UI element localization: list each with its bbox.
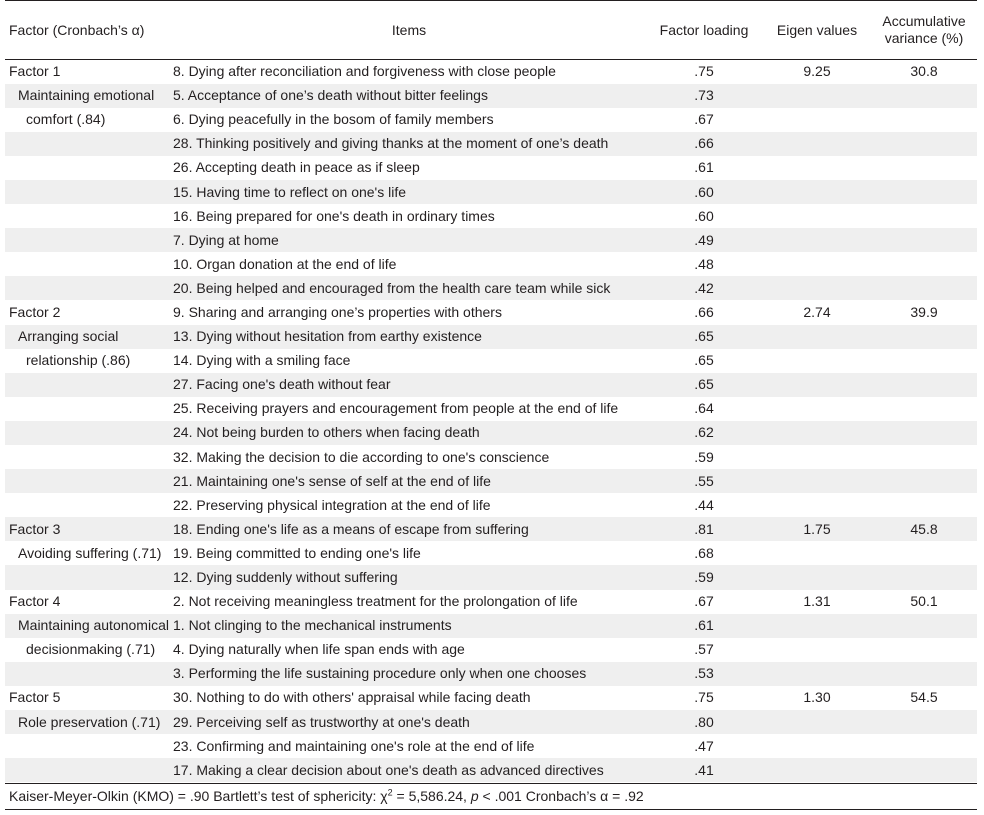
accumulative-variance-cell <box>871 84 977 108</box>
item-cell: 16. Being prepared for one's death in ordinary times <box>173 207 495 224</box>
factor-cell <box>5 228 173 252</box>
eigen-value-cell <box>763 734 871 758</box>
factor-cell: Maintaining emotional <box>5 84 173 108</box>
footnote-chi-superscript: 2 <box>387 787 393 798</box>
table-row <box>5 421 977 445</box>
item-cell: 18. Ending one's life as a means of escape from suffering <box>173 517 645 541</box>
table-row <box>5 469 977 493</box>
table-row <box>5 108 977 132</box>
factor-cell: comfort (.84) <box>26 111 106 128</box>
item-cell: 10. Organ donation at the end of life <box>173 255 397 272</box>
eigen-value-cell <box>763 638 871 662</box>
eigen-value-cell <box>763 373 871 397</box>
factor-loading-cell: .62 <box>645 421 763 445</box>
footnote-chi-value: = 5,586.24, <box>392 788 471 804</box>
factor-cell: Factor 5 <box>9 689 61 706</box>
table-row <box>5 60 977 84</box>
eigen-value-cell <box>763 349 871 373</box>
item-cell: 3. Performing the life sustaining procedure only when one chooses <box>173 662 645 686</box>
eigen-value-cell <box>763 710 871 734</box>
factor-cell: Factor 3 <box>5 517 173 541</box>
accumulative-variance-cell <box>871 132 977 156</box>
factor-loading-cell: .41 <box>645 758 763 782</box>
table-row <box>5 228 977 252</box>
item-cell: 4. Dying naturally when life span ends with age <box>173 641 465 658</box>
accumulative-variance-cell <box>871 252 977 276</box>
eigen-value-cell: 1.31 <box>803 593 831 610</box>
factor-loading-cell: .47 <box>694 737 714 754</box>
factor-cell <box>5 252 173 276</box>
accumulative-variance-cell <box>871 614 977 638</box>
table-row <box>5 758 977 782</box>
factor-cell: Role preservation (.71) <box>5 710 173 734</box>
factor-loading-cell: .44 <box>694 496 714 513</box>
table-row <box>5 84 977 108</box>
item-cell: 8. Dying after reconciliation and forgiveness with close people <box>173 63 556 80</box>
factor-loading-cell: .75 <box>694 63 714 80</box>
factor-loading-cell: .61 <box>694 159 714 176</box>
table-footnote <box>5 783 977 810</box>
item-cell: 32. Making the decision to die according to one's conscience <box>173 448 550 465</box>
accumulative-variance-cell <box>871 397 977 421</box>
eigen-value-cell <box>763 132 871 156</box>
item-cell: 5. Acceptance of one’s death without bitter feelings <box>173 84 645 108</box>
factor-analysis-table <box>5 0 977 782</box>
eigen-value-cell <box>763 108 871 132</box>
factor-loading-cell: .68 <box>694 544 714 561</box>
table-body <box>5 60 977 783</box>
footnote-p-label: p <box>470 788 479 804</box>
table-row <box>5 349 977 373</box>
factor-loading-cell: .65 <box>645 325 763 349</box>
factor-cell: relationship (.86) <box>26 352 131 369</box>
item-cell: 17. Making a clear decision about one's death as advanced directives <box>173 758 645 782</box>
item-cell: 25. Receiving prayers and encouragement from people at the end of life <box>173 400 619 417</box>
accumulative-variance-cell <box>871 541 977 565</box>
footnote-kmo: Kaiser-Meyer-Olkin (KMO) = .90 Bartlett’s test of sphericity: χ <box>9 788 388 804</box>
accumulative-variance-cell <box>871 421 977 445</box>
table-row <box>5 590 977 614</box>
eigen-value-cell <box>763 228 871 252</box>
eigen-value-cell <box>763 758 871 782</box>
item-cell: 1. Not clinging to the mechanical instruments <box>173 614 645 638</box>
factor-loading-cell: .73 <box>645 84 763 108</box>
factor-loading-cell: .48 <box>694 255 714 272</box>
eigen-value-cell <box>763 84 871 108</box>
factor-cell: Factor 4 <box>9 593 61 610</box>
item-cell: 24. Not being burden to others when facing death <box>173 421 645 445</box>
header-eigen-values: Eigen values <box>763 1 871 60</box>
eigen-value-cell <box>763 541 871 565</box>
factor-cell: decisionmaking (.71) <box>26 641 156 658</box>
factor-cell: Factor 2 <box>9 303 61 320</box>
item-cell: 7. Dying at home <box>173 228 645 252</box>
factor-cell <box>5 493 173 517</box>
eigen-value-cell <box>763 469 871 493</box>
accumulative-variance-cell <box>871 349 977 373</box>
table-row <box>5 734 977 758</box>
factor-cell <box>5 156 173 180</box>
accumulative-variance-cell <box>871 373 977 397</box>
accumulative-variance-cell: 54.5 <box>910 689 938 706</box>
factor-loading-cell: .81 <box>645 517 763 541</box>
accumulative-variance-cell <box>871 662 977 686</box>
item-cell: 22. Preserving physical integration at the end of life <box>173 496 491 513</box>
table-row <box>5 710 977 734</box>
factor-cell: Avoiding suffering (.71) <box>18 544 162 561</box>
factor-loading-cell: .80 <box>645 710 763 734</box>
eigen-value-cell: 1.30 <box>803 689 831 706</box>
table-row <box>5 325 977 349</box>
table-row <box>5 252 977 276</box>
item-cell: 21. Maintaining one's sense of self at the end of life <box>173 469 645 493</box>
header-accumulative-variance <box>871 1 977 60</box>
header-factor-loading: Factor loading <box>645 1 763 60</box>
accumulative-variance-cell <box>871 469 977 493</box>
eigen-value-cell <box>763 397 871 421</box>
factor-cell <box>5 469 173 493</box>
factor-loading-cell: .65 <box>694 352 714 369</box>
factor-loading-cell: .60 <box>694 207 714 224</box>
eigen-value-cell <box>763 180 871 204</box>
table-row <box>5 662 977 686</box>
item-cell: 9. Sharing and arranging one’s properties with others <box>173 303 502 320</box>
table-row <box>5 565 977 589</box>
eigen-value-cell <box>763 252 871 276</box>
accumulative-variance-cell: 45.8 <box>871 517 977 541</box>
accumulative-variance-cell: 30.8 <box>910 63 938 80</box>
table-row <box>5 276 977 300</box>
item-cell: 28. Thinking positively and giving thanks at the moment of one’s death <box>173 132 645 156</box>
accumulative-variance-cell <box>871 734 977 758</box>
factor-cell <box>5 421 173 445</box>
header-variance-line1: Accumulative <box>882 13 966 29</box>
table-row <box>5 204 977 228</box>
header-row <box>5 1 977 60</box>
eigen-value-cell <box>763 493 871 517</box>
eigen-value-cell: 2.74 <box>803 303 831 320</box>
accumulative-variance-cell <box>871 180 977 204</box>
factor-loading-cell: .57 <box>694 641 714 658</box>
table-row <box>5 300 977 324</box>
eigen-value-cell <box>763 445 871 469</box>
item-cell: 26. Accepting death in peace as if sleep <box>173 159 420 176</box>
accumulative-variance-cell <box>871 638 977 662</box>
factor-cell <box>5 373 173 397</box>
factor-loading-cell: .67 <box>694 593 714 610</box>
eigen-value-cell <box>763 325 871 349</box>
factor-loading-cell: .53 <box>645 662 763 686</box>
factor-cell <box>5 758 173 782</box>
item-cell: 23. Confirming and maintaining one's role at the end of life <box>173 737 535 754</box>
item-cell: 20. Being helped and encouraged from the health care team while sick <box>173 276 645 300</box>
factor-loading-cell: .61 <box>645 614 763 638</box>
factor-cell <box>5 734 173 758</box>
item-cell: 19. Being committed to ending one's life <box>173 544 421 561</box>
accumulative-variance-cell <box>871 228 977 252</box>
table-row <box>5 517 977 541</box>
factor-cell <box>5 445 173 469</box>
factor-loading-cell: .42 <box>645 276 763 300</box>
factor-cell: Factor 1 <box>9 63 61 80</box>
eigen-value-cell <box>763 156 871 180</box>
accumulative-variance-cell: 50.1 <box>910 593 938 610</box>
header-variance-line2: variance (%) <box>884 30 964 46</box>
table-row <box>5 614 977 638</box>
accumulative-variance-cell <box>871 758 977 782</box>
factor-loading-cell: .65 <box>645 373 763 397</box>
accumulative-variance-cell <box>871 493 977 517</box>
table-row <box>5 373 977 397</box>
eigen-value-cell: 9.25 <box>803 63 831 80</box>
factor-loading-cell: .59 <box>645 565 763 589</box>
accumulative-variance-cell: 39.9 <box>910 303 938 320</box>
factor-loading-cell: .55 <box>645 469 763 493</box>
eigen-value-cell <box>763 276 871 300</box>
table-row <box>5 156 977 180</box>
item-cell: 6. Dying peacefully in the bosom of family members <box>173 111 494 128</box>
eigen-value-cell <box>763 204 871 228</box>
table-row <box>5 686 977 710</box>
item-cell: 15. Having time to reflect on one's life <box>173 180 645 204</box>
factor-cell: Arranging social <box>5 325 173 349</box>
eigen-value-cell <box>763 565 871 589</box>
factor-cell <box>5 180 173 204</box>
table-row <box>5 180 977 204</box>
header-factor: Factor (Cronbach’s α) <box>5 1 173 60</box>
item-cell: 30. Nothing to do with others' appraisal while facing death <box>173 689 531 706</box>
table-row <box>5 445 977 469</box>
footnote-p-value: < .001 Cronbach’s α = .92 <box>478 788 644 804</box>
accumulative-variance-cell <box>871 565 977 589</box>
factor-loading-cell: .60 <box>645 180 763 204</box>
factor-loading-cell: .59 <box>694 448 714 465</box>
factor-cell <box>5 276 173 300</box>
accumulative-variance-cell <box>871 445 977 469</box>
factor-cell <box>5 132 173 156</box>
eigen-value-cell: 1.75 <box>763 517 871 541</box>
factor-cell: Maintaining autonomical <box>5 614 173 638</box>
table-row <box>5 638 977 662</box>
factor-cell <box>5 662 173 686</box>
header-items: Items <box>173 1 645 60</box>
factor-loading-cell: .75 <box>694 689 714 706</box>
table-row <box>5 132 977 156</box>
factor-loading-cell: .67 <box>694 111 714 128</box>
accumulative-variance-cell <box>871 710 977 734</box>
item-cell: 12. Dying suddenly without suffering <box>173 565 645 589</box>
table-row <box>5 397 977 421</box>
accumulative-variance-cell <box>871 325 977 349</box>
accumulative-variance-cell <box>871 204 977 228</box>
item-cell: 2. Not receiving meaningless treatment for the prolongation of life <box>173 593 578 610</box>
accumulative-variance-cell <box>871 156 977 180</box>
accumulative-variance-cell <box>871 276 977 300</box>
item-cell: 14. Dying with a smiling face <box>173 352 351 369</box>
factor-loading-cell: .64 <box>694 400 714 417</box>
table-row <box>5 493 977 517</box>
factor-cell <box>5 397 173 421</box>
accumulative-variance-cell <box>871 108 977 132</box>
table-row <box>5 541 977 565</box>
eigen-value-cell <box>763 421 871 445</box>
eigen-value-cell <box>763 662 871 686</box>
eigen-value-cell <box>763 614 871 638</box>
factor-loading-cell: .66 <box>694 303 714 320</box>
factor-cell <box>5 204 173 228</box>
factor-loading-cell: .66 <box>645 132 763 156</box>
factor-loading-cell: .49 <box>645 228 763 252</box>
item-cell: 27. Facing one's death without fear <box>173 373 645 397</box>
item-cell: 13. Dying without hesitation from earthy existence <box>173 325 645 349</box>
item-cell: 29. Perceiving self as trustworthy at one's death <box>173 710 645 734</box>
factor-cell <box>5 565 173 589</box>
